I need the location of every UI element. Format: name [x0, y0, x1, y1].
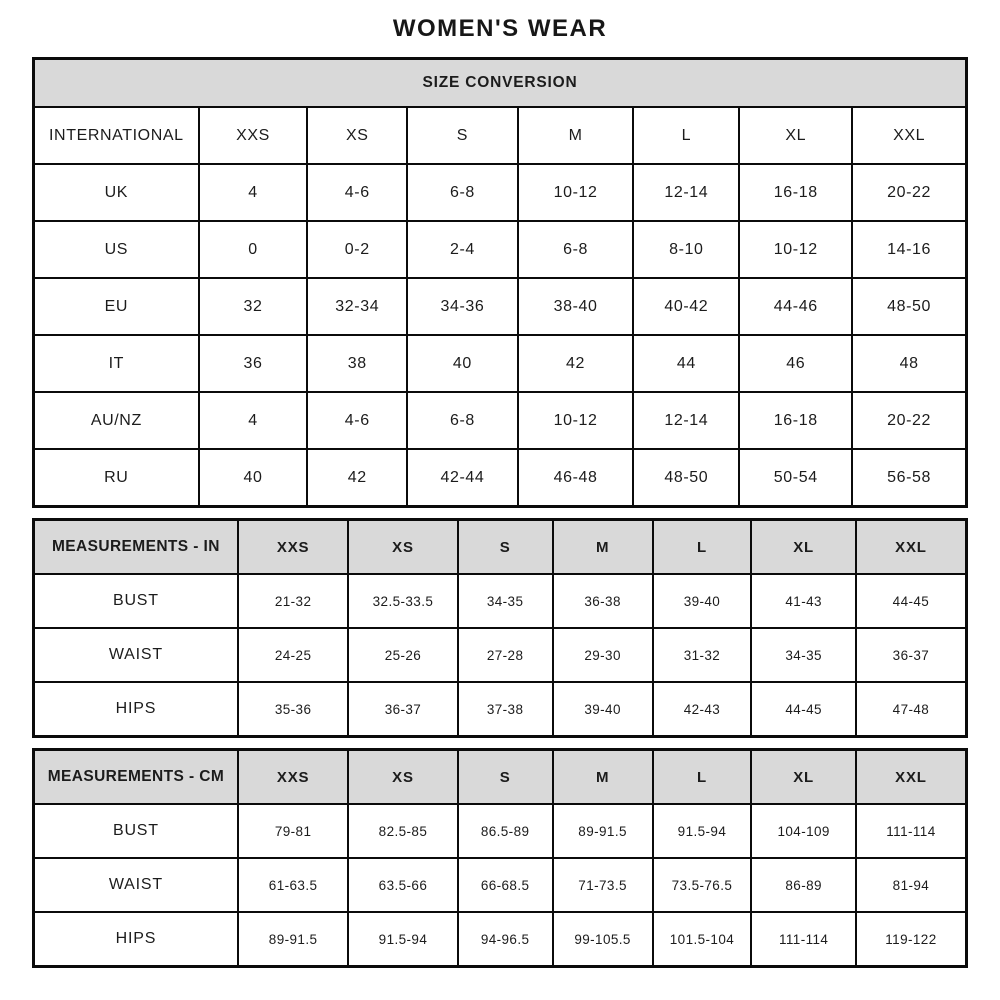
- size-column-header-cell: XS: [348, 750, 457, 805]
- table-row: [34, 912, 967, 967]
- table-row: [34, 804, 967, 858]
- size-value-cell: 111-114: [856, 804, 967, 858]
- size-value-cell: 48-50: [633, 449, 739, 507]
- size-column-header-cell: S: [458, 750, 553, 805]
- measurement-unit-header-cell: MEASUREMENTS - IN: [34, 520, 238, 575]
- row-label-cell: WAIST: [34, 858, 238, 912]
- size-value-cell: M: [518, 107, 634, 164]
- table-row: [34, 682, 967, 737]
- size-value-cell: L: [633, 107, 739, 164]
- size-value-cell: 2-4: [407, 221, 518, 278]
- size-chart-page: [32, 0, 968, 968]
- size-column-header-cell: XXS: [238, 520, 349, 575]
- size-value-cell: 47-48: [856, 682, 967, 737]
- row-label-cell: RU: [34, 449, 199, 507]
- size-value-cell: 32.5-33.5: [348, 574, 457, 628]
- size-value-cell: 89-91.5: [553, 804, 653, 858]
- size-value-cell: 44: [633, 335, 739, 392]
- size-value-cell: 12-14: [633, 164, 739, 221]
- table-row: [34, 628, 967, 682]
- column-header-row: [34, 520, 967, 575]
- table-row: [34, 164, 967, 221]
- size-value-cell: 42-43: [653, 682, 752, 737]
- size-value-cell: 36: [199, 335, 308, 392]
- row-label-cell: INTERNATIONAL: [34, 107, 199, 164]
- size-value-cell: 35-36: [238, 682, 349, 737]
- table-row: [34, 221, 967, 278]
- size-value-cell: 119-122: [856, 912, 967, 967]
- size-value-cell: 48-50: [852, 278, 966, 335]
- size-value-cell: 63.5-66: [348, 858, 457, 912]
- size-value-cell: 61-63.5: [238, 858, 349, 912]
- size-value-cell: 12-14: [633, 392, 739, 449]
- size-value-cell: 36-37: [856, 628, 967, 682]
- size-column-header-cell: S: [458, 520, 553, 575]
- size-value-cell: 40: [407, 335, 518, 392]
- size-value-cell: 111-114: [751, 912, 855, 967]
- size-column-header-cell: XL: [751, 750, 855, 805]
- size-value-cell: 44-46: [739, 278, 852, 335]
- row-label-cell: BUST: [34, 804, 238, 858]
- table-row: [34, 335, 967, 392]
- size-value-cell: 101.5-104: [653, 912, 752, 967]
- table-title-row: [34, 59, 967, 108]
- table-row: [34, 392, 967, 449]
- size-column-header-cell: XXL: [856, 520, 967, 575]
- size-value-cell: 36-37: [348, 682, 457, 737]
- size-value-cell: 4-6: [307, 164, 407, 221]
- size-column-header-cell: L: [653, 520, 752, 575]
- size-value-cell: 91.5-94: [653, 804, 752, 858]
- size-value-cell: 14-16: [852, 221, 966, 278]
- size-value-cell: 40: [199, 449, 308, 507]
- size-value-cell: 66-68.5: [458, 858, 553, 912]
- page-title: WOMEN'S WEAR: [392, 15, 608, 42]
- size-column-header-cell: XXS: [238, 750, 349, 805]
- size-value-cell: 16-18: [739, 164, 852, 221]
- measurement-unit-header-cell: MEASUREMENTS - CM: [34, 750, 238, 805]
- size-value-cell: 8-10: [633, 221, 739, 278]
- row-label-cell: AU/NZ: [34, 392, 199, 449]
- measurements-cm-table: [32, 748, 968, 968]
- size-value-cell: 94-96.5: [458, 912, 553, 967]
- size-value-cell: 31-32: [653, 628, 752, 682]
- table-row: [34, 278, 967, 335]
- size-value-cell: 16-18: [739, 392, 852, 449]
- size-value-cell: 73.5-76.5: [653, 858, 752, 912]
- row-label-cell: EU: [34, 278, 199, 335]
- size-value-cell: 0-2: [307, 221, 407, 278]
- size-value-cell: 42: [307, 449, 407, 507]
- row-label-cell: HIPS: [34, 912, 238, 967]
- size-value-cell: 48: [852, 335, 966, 392]
- size-column-header-cell: XL: [751, 520, 855, 575]
- size-value-cell: 6-8: [518, 221, 634, 278]
- size-value-cell: 34-35: [751, 628, 855, 682]
- size-value-cell: 4: [199, 164, 308, 221]
- row-label-cell: BUST: [34, 574, 238, 628]
- size-value-cell: 37-38: [458, 682, 553, 737]
- size-value-cell: 82.5-85: [348, 804, 457, 858]
- size-value-cell: 99-105.5: [553, 912, 653, 967]
- row-label-cell: UK: [34, 164, 199, 221]
- column-header-row: [34, 750, 967, 805]
- row-label-cell: US: [34, 221, 199, 278]
- size-value-cell: 42-44: [407, 449, 518, 507]
- table-row: [34, 449, 967, 507]
- size-value-cell: 39-40: [553, 682, 653, 737]
- size-value-cell: 34-36: [407, 278, 518, 335]
- row-label-cell: HIPS: [34, 682, 238, 737]
- size-value-cell: 6-8: [407, 164, 518, 221]
- table-row: [34, 858, 967, 912]
- size-value-cell: XXS: [199, 107, 308, 164]
- size-column-header-cell: M: [553, 520, 653, 575]
- size-value-cell: 40-42: [633, 278, 739, 335]
- size-value-cell: 71-73.5: [553, 858, 653, 912]
- size-value-cell: 27-28: [458, 628, 553, 682]
- size-column-header-cell: XS: [348, 520, 457, 575]
- size-value-cell: 44-45: [856, 574, 967, 628]
- size-value-cell: 29-30: [553, 628, 653, 682]
- row-label-cell: IT: [34, 335, 199, 392]
- size-value-cell: 86.5-89: [458, 804, 553, 858]
- size-conversion-table: [32, 57, 968, 508]
- size-value-cell: 38-40: [518, 278, 634, 335]
- table-title-cell: SIZE CONVERSION: [34, 59, 967, 108]
- size-column-header-cell: M: [553, 750, 653, 805]
- size-column-header-cell: L: [653, 750, 752, 805]
- size-value-cell: 32: [199, 278, 308, 335]
- size-value-cell: 10-12: [518, 164, 634, 221]
- size-value-cell: 104-109: [751, 804, 855, 858]
- size-value-cell: 34-35: [458, 574, 553, 628]
- size-value-cell: XS: [307, 107, 407, 164]
- size-value-cell: 38: [307, 335, 407, 392]
- size-value-cell: 79-81: [238, 804, 349, 858]
- size-value-cell: XL: [739, 107, 852, 164]
- size-value-cell: 4-6: [307, 392, 407, 449]
- size-value-cell: 20-22: [852, 392, 966, 449]
- size-value-cell: 4: [199, 392, 308, 449]
- size-value-cell: 25-26: [348, 628, 457, 682]
- size-value-cell: 81-94: [856, 858, 967, 912]
- size-value-cell: 32-34: [307, 278, 407, 335]
- row-label-cell: WAIST: [34, 628, 238, 682]
- size-value-cell: 39-40: [653, 574, 752, 628]
- size-value-cell: 6-8: [407, 392, 518, 449]
- size-value-cell: 36-38: [553, 574, 653, 628]
- size-value-cell: 41-43: [751, 574, 855, 628]
- table-row: [34, 574, 967, 628]
- size-value-cell: 24-25: [238, 628, 349, 682]
- size-value-cell: 46-48: [518, 449, 634, 507]
- size-value-cell: 10-12: [518, 392, 634, 449]
- size-value-cell: 42: [518, 335, 634, 392]
- size-value-cell: 44-45: [751, 682, 855, 737]
- size-value-cell: 91.5-94: [348, 912, 457, 967]
- size-value-cell: 56-58: [852, 449, 966, 507]
- size-column-header-cell: XXL: [856, 750, 967, 805]
- size-value-cell: XXL: [852, 107, 966, 164]
- size-value-cell: 0: [199, 221, 308, 278]
- table-row: [34, 107, 967, 164]
- size-value-cell: 46: [739, 335, 852, 392]
- size-value-cell: 89-91.5: [238, 912, 349, 967]
- size-value-cell: S: [407, 107, 518, 164]
- size-value-cell: 21-32: [238, 574, 349, 628]
- size-value-cell: 86-89: [751, 858, 855, 912]
- size-value-cell: 20-22: [852, 164, 966, 221]
- size-value-cell: 50-54: [739, 449, 852, 507]
- measurements-in-table: [32, 518, 968, 738]
- size-value-cell: 10-12: [739, 221, 852, 278]
